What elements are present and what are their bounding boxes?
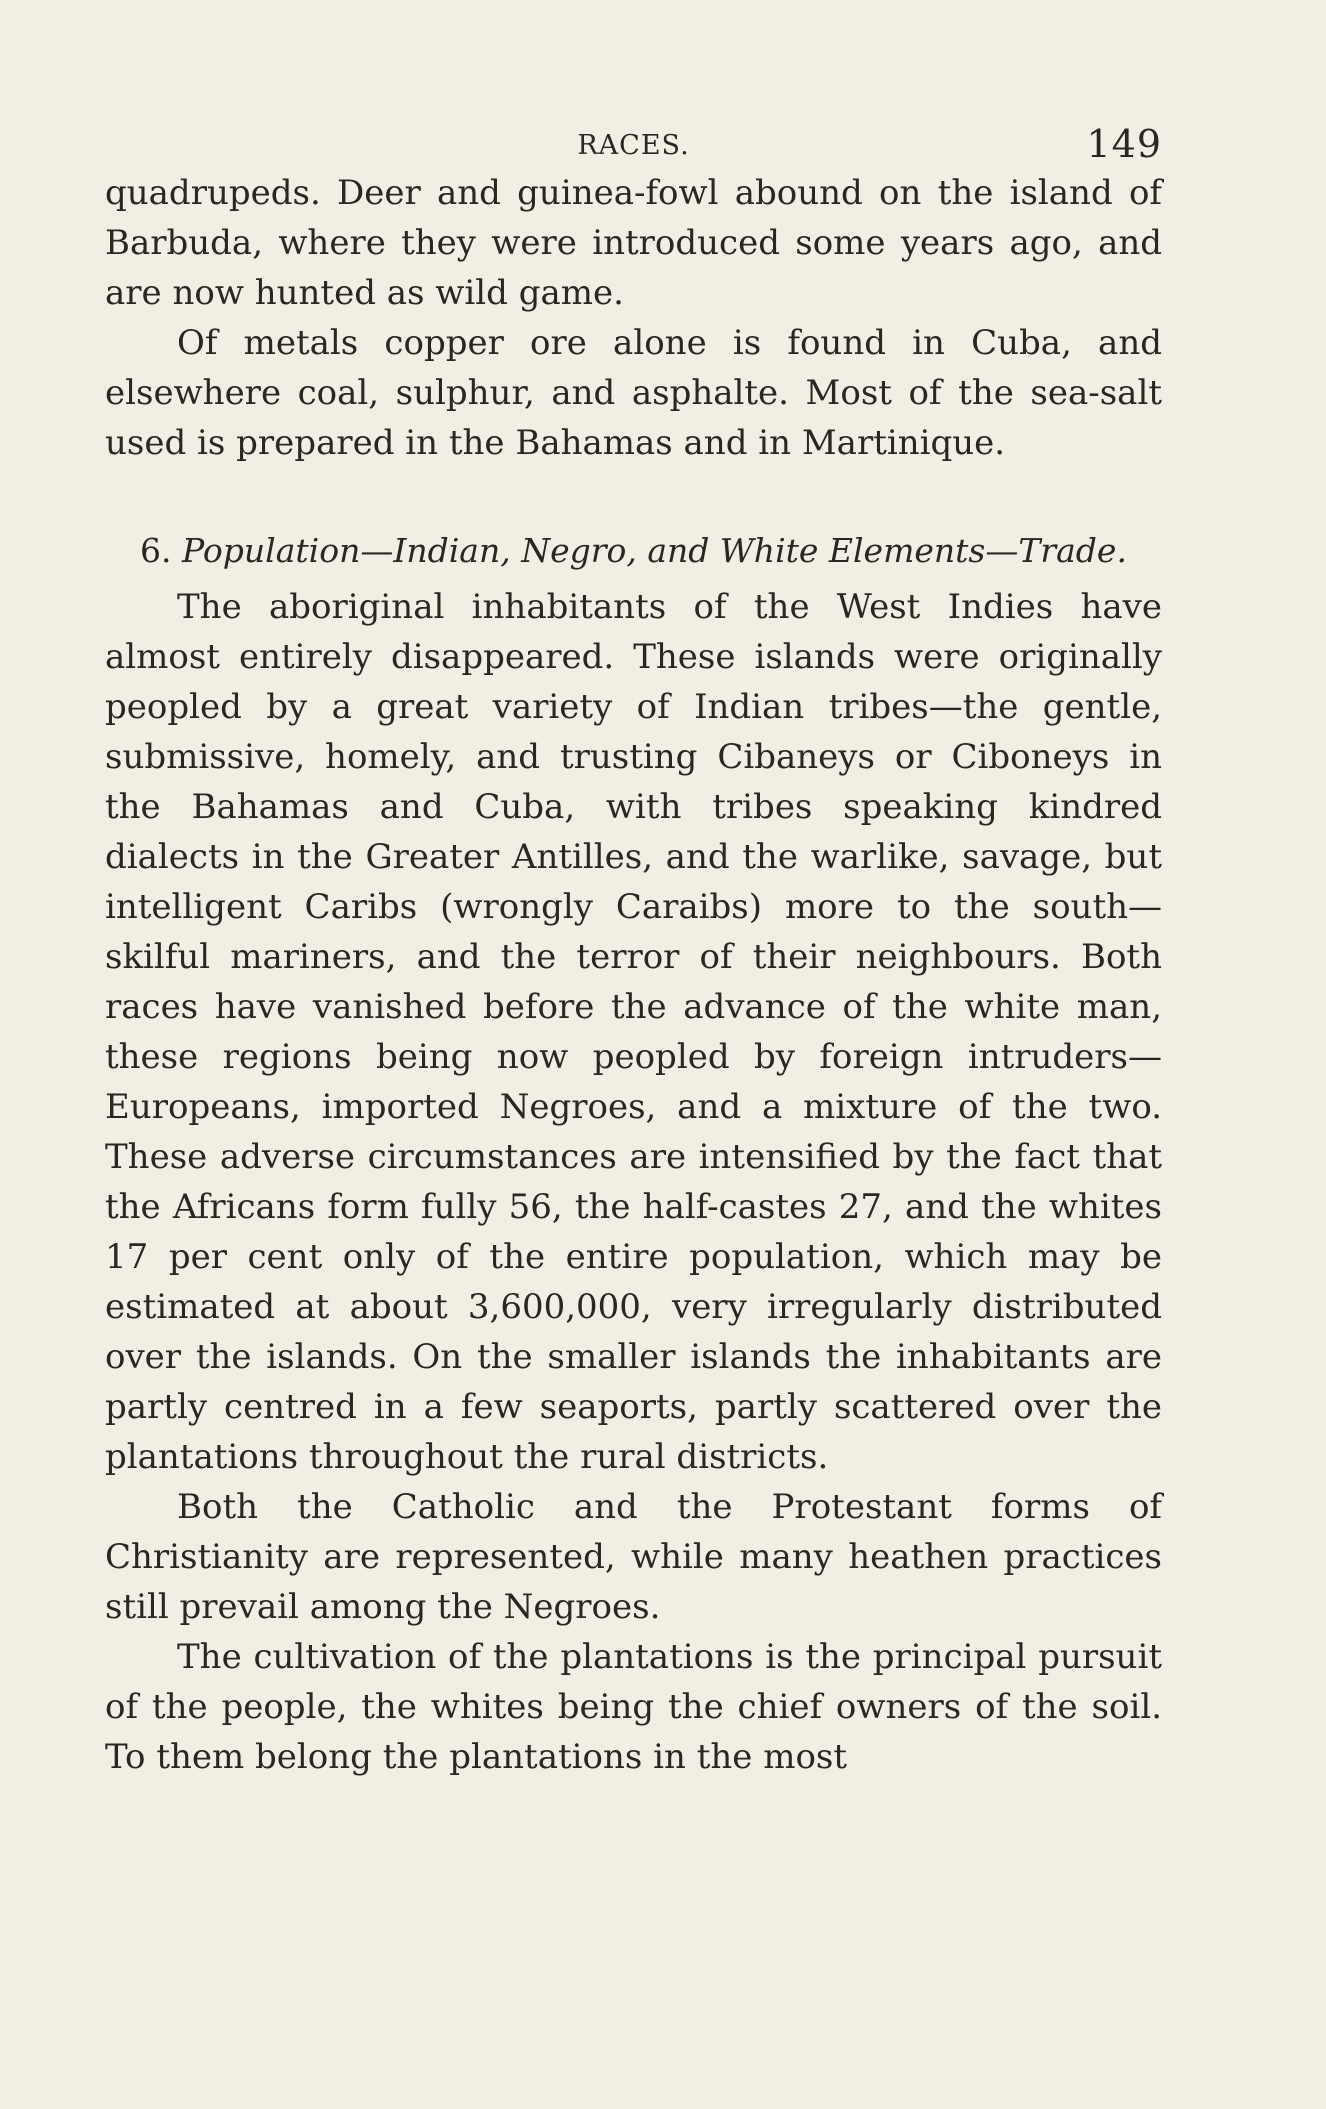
running-head [105,118,1162,168]
paragraph-4: Both the Catholic and the Protestant forms of Christianity are represented, while many heathen practices still prevail among the Negroes. [105,1487,1162,1627]
section-heading [105,528,1162,574]
running-title: RACES. [577,130,690,161]
page-number: 149 [1086,122,1162,166]
paragraph-3: The aboriginal inhabitants of the West Indies have almost entirely disappeared. These islands were originally peopled by a great variety of Indian tribes—the gentle, submissive, homely, and trusting Cibaneys or Ciboneys in the Bahamas and Cuba, with tribes speaking kindred dialects in the Greater Antilles, and the warlike, savage, but intelligent Caribs (wrongly Caraibs) more to the south—skilful mariners, and the terror of their neighbours. Both races have vanished before the advance of the white man, these regions being now peopled by foreign intruders—Europeans, imported Negroes, and a mixture of the two. These adverse circumstances are intensified by the fact that the Africans form fully 56, the half-castes 27, and the whites 17 per cent only of the entire population, which may be estimated at about 3,600,000, very irregularly distributed over the islands. On the smaller islands the inhabitants are partly centred in a few seaports, partly scattered over the plantations throughout the rural districts. [105,587,1162,1477]
paragraph-5: The cultivation of the plantations is the principal pursuit of the people, the whites being the chief owners of the soil. To them belong the plantations in the most [105,1637,1162,1777]
paragraph-2: Of metals copper ore alone is found in Cuba, and elsewhere coal, sulphur, and asphalte. Most of the sea-salt used is prepared in the Bahamas and in Martinique. [105,323,1162,463]
book-page [105,118,1162,1782]
section-number: 6. [140,531,172,570]
paragraph-1: quadrupeds. Deer and guinea-fowl abound on the island of Barbuda, where they were introduced some years ago, and are now hunted as wild game. [105,173,1162,313]
section-title: Population—Indian, Negro, and White Elements—Trade. [182,531,1127,570]
body-text [105,168,1162,1782]
